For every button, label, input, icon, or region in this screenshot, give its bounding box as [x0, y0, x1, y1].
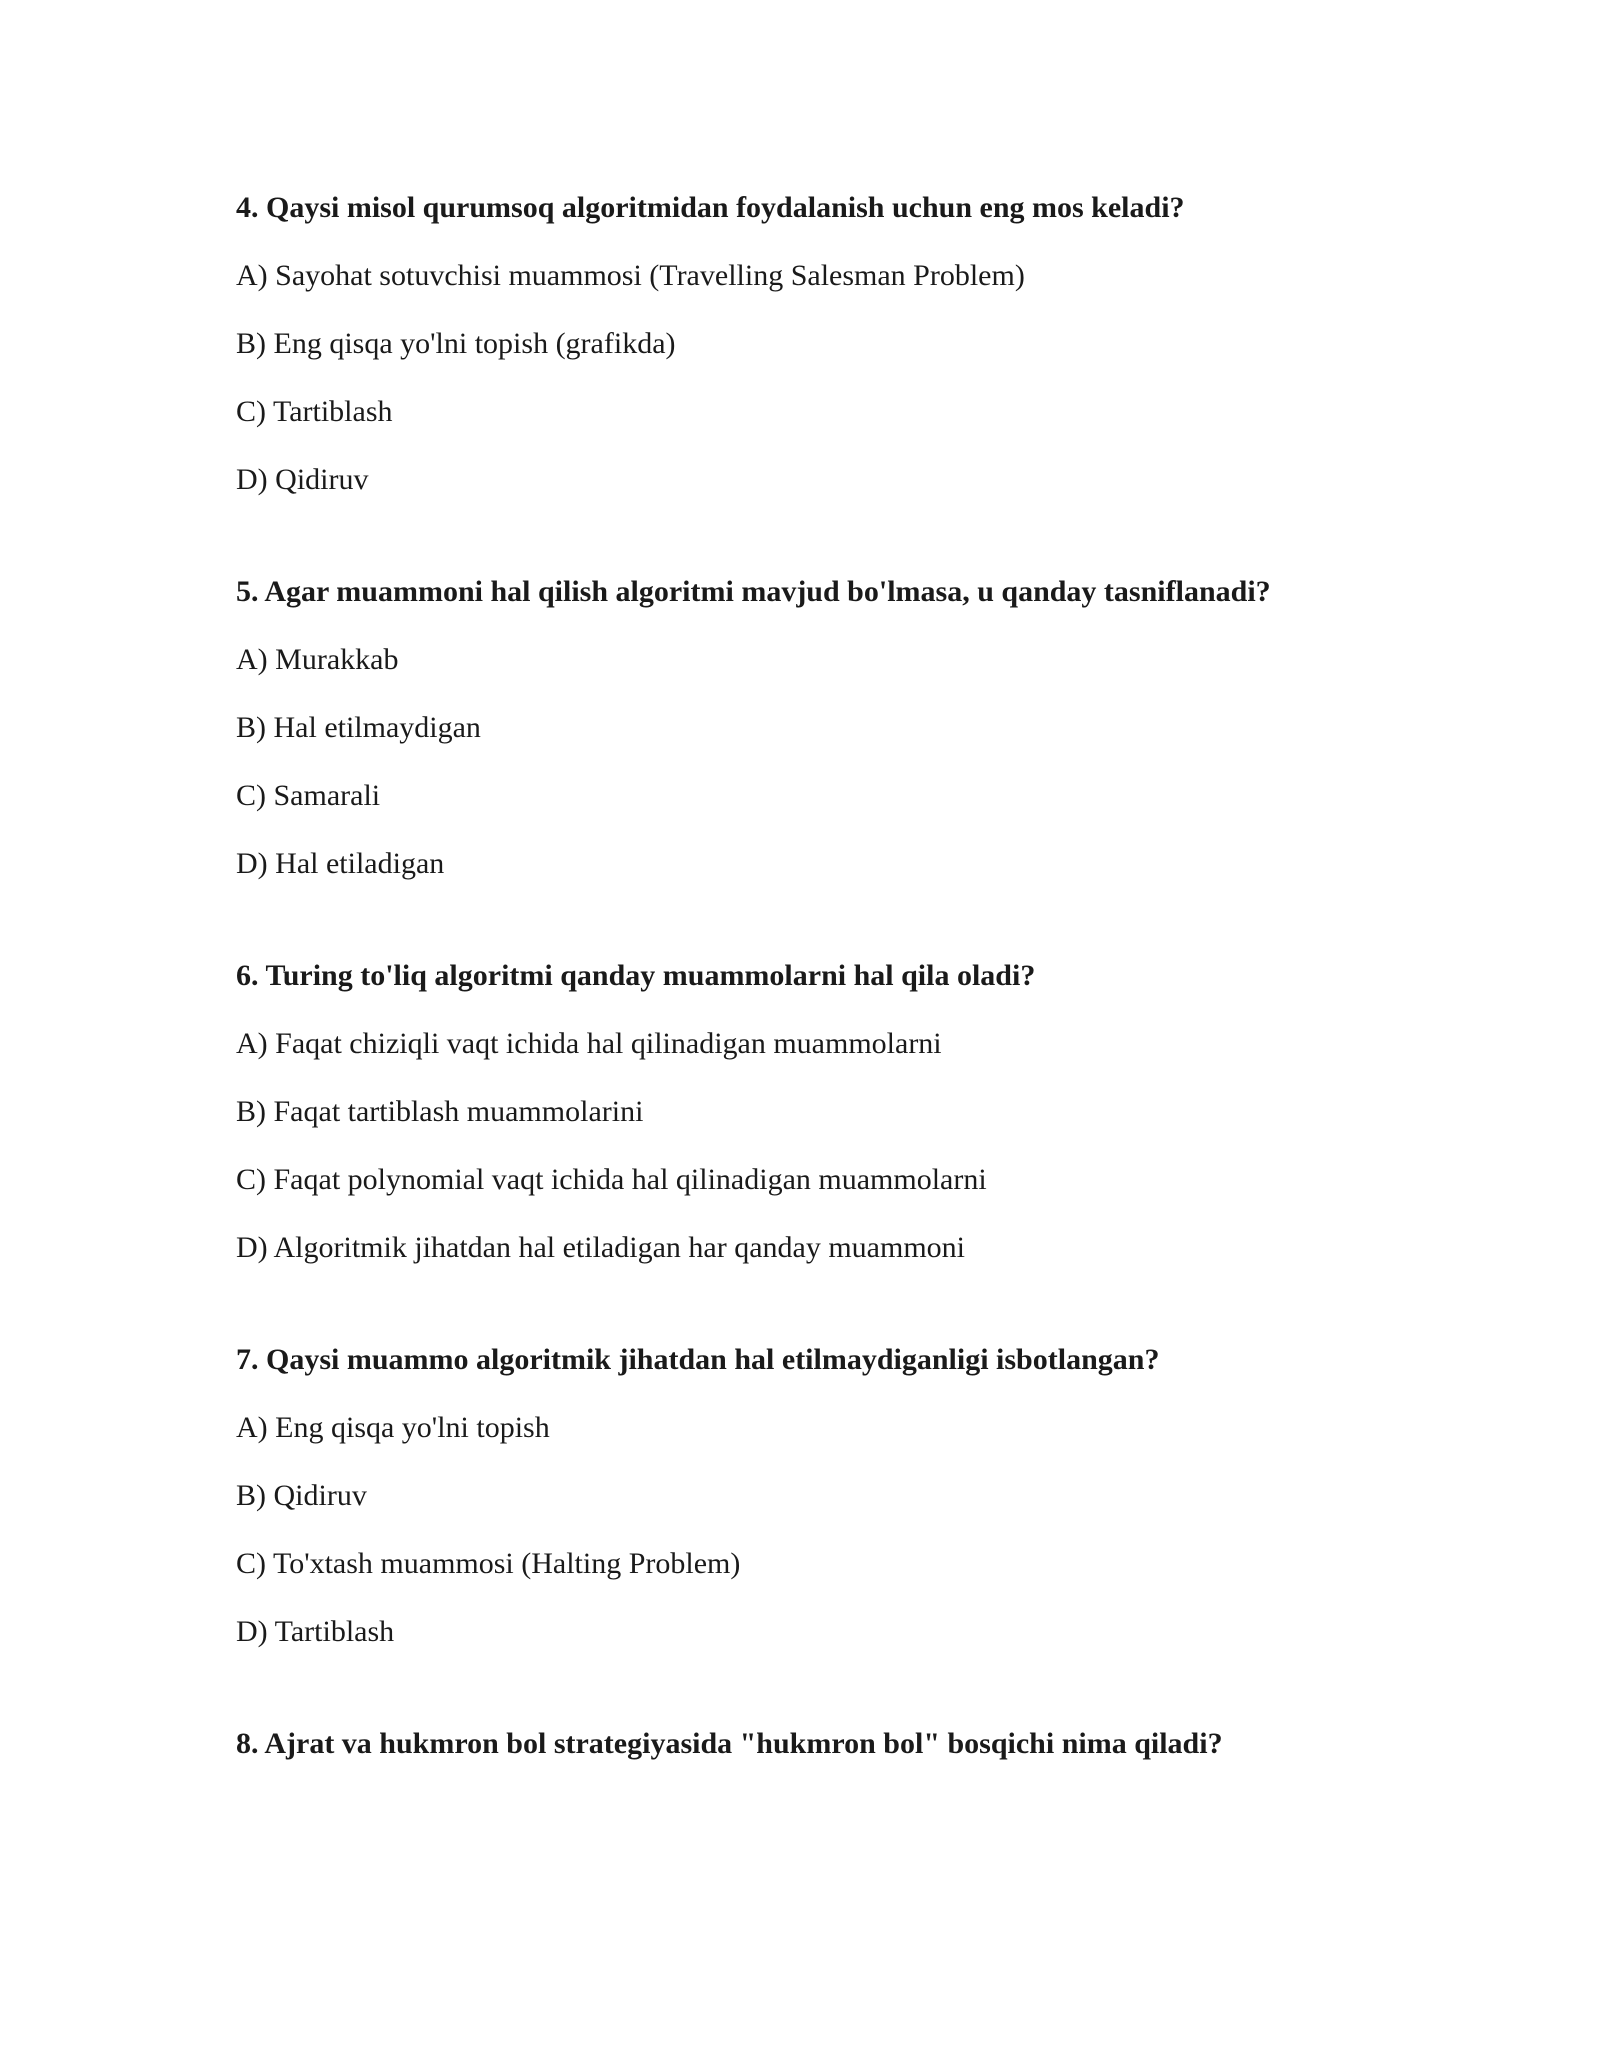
answer-option-a: A) Sayohat sotuvchisi muammosi (Travelling Salesman Problem) — [236, 259, 1025, 292]
answer-option-c: C) Tartiblash — [236, 395, 393, 428]
answer-option-a: A) Faqat chiziqli vaqt ichida hal qilinadigan muammolarni — [236, 1027, 942, 1060]
question-title: 8. Ajrat va hukmron bol strategiyasida "hukmron bol" bosqichi nima qiladi? — [236, 1727, 1223, 1760]
question-block-8 — [236, 1722, 1436, 1766]
question-title: 7. Qaysi muammo algoritmik jihatdan hal etilmaydiganligi isbotlangan? — [236, 1343, 1160, 1376]
answer-option-b: B) Faqat tartiblash muammolarini — [236, 1095, 644, 1128]
question-block-7 — [236, 1338, 1436, 1654]
question-block-5 — [236, 570, 1436, 886]
answer-option-d: D) Algoritmik jihatdan hal etiladigan har qanday muammoni — [236, 1231, 965, 1264]
question-title: 6. Turing to'liq algoritmi qanday muammolarni hal qila oladi? — [236, 959, 1036, 992]
answer-option-a: A) Murakkab — [236, 643, 399, 676]
question-block-6 — [236, 954, 1436, 1270]
question-block-4 — [236, 186, 1436, 502]
answer-option-c: C) To'xtash muammosi (Halting Problem) — [236, 1547, 741, 1580]
answer-option-c: C) Samarali — [236, 779, 381, 812]
answer-option-d: D) Tartiblash — [236, 1615, 395, 1648]
answer-option-c: C) Faqat polynomial vaqt ichida hal qilinadigan muammolarni — [236, 1163, 987, 1196]
answer-option-d: D) Qidiruv — [236, 463, 369, 496]
answer-option-d: D) Hal etiladigan — [236, 847, 445, 880]
answer-option-b: B) Eng qisqa yo'lni topish (grafikda) — [236, 327, 676, 360]
answer-option-b: B) Hal etilmaydigan — [236, 711, 481, 744]
question-title: 5. Agar muammoni hal qilish algoritmi mavjud bo'lmasa, u qanday tasniflanadi? — [236, 575, 1271, 608]
answer-option-b: B) Qidiruv — [236, 1479, 367, 1512]
question-title: 4. Qaysi misol qurumsoq algoritmidan foydalanish uchun eng mos keladi? — [236, 191, 1185, 224]
answer-option-a: A) Eng qisqa yo'lni topish — [236, 1411, 550, 1444]
question-list — [236, 186, 1436, 1834]
